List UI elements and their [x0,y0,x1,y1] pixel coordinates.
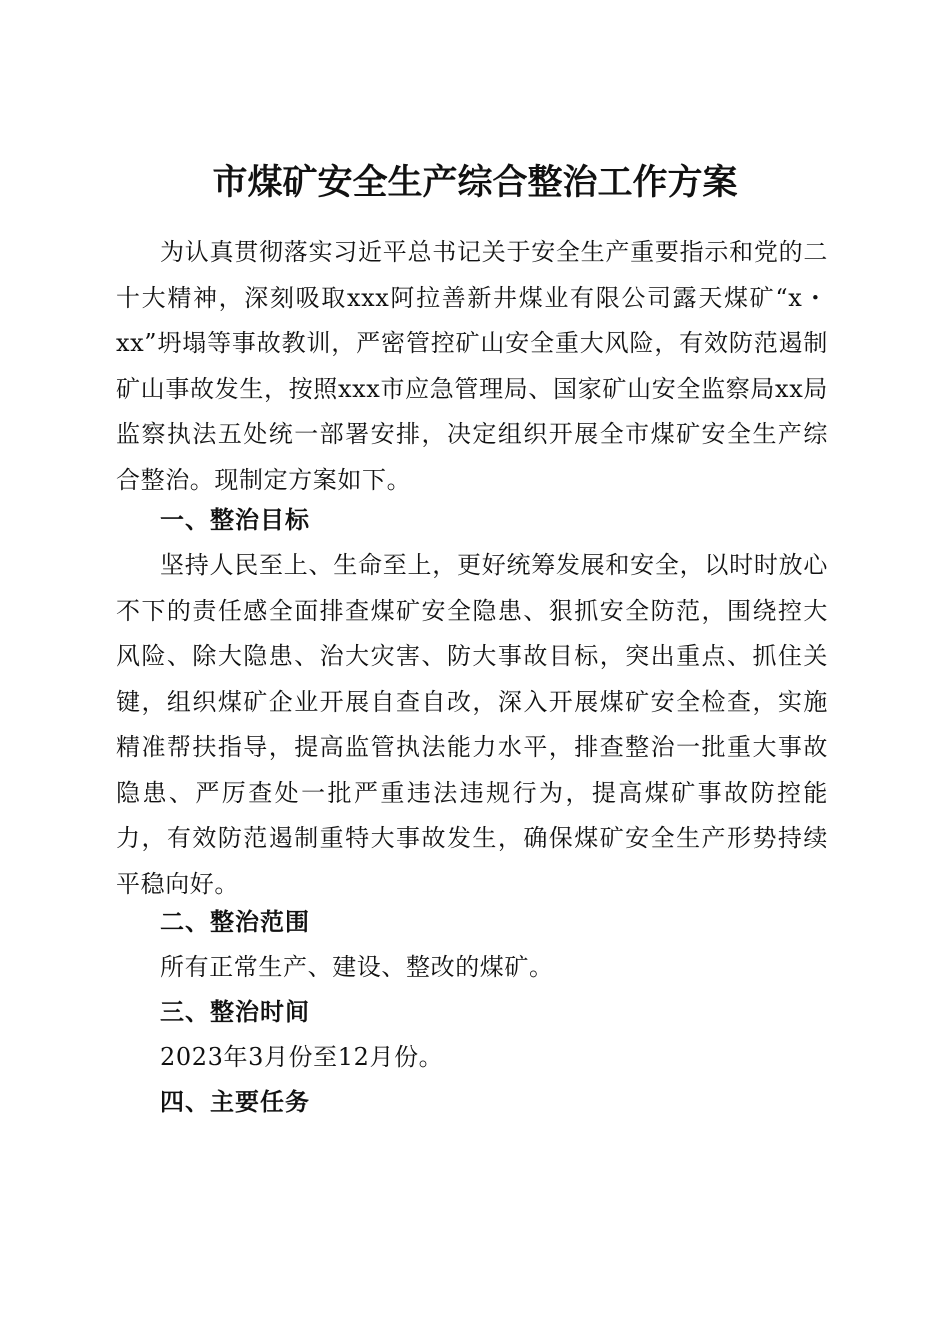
section-content-time: 2023年3月份至12月份。 [160,1043,444,1071]
section-content-goals: 坚持人民至上、生命至上，更好统筹发展和安全，以时时放心不下的责任感全面排查煤矿安全隐患、狠抓安全防范，围绕控大风险、除大隐患、治大灾害、防大事故目标，突出重点、抓住关键，组织煤矿企业开展自查自改，深入开展煤矿安全检查，实施精准帮扶指导，提高监管执法能力水平，排查整治一批重大事故隐患、严厉查处一批严重违法违规行为，提高煤矿事故防控能力，有效防范遏制重特大事故发生，确保煤矿安全生产形势持续平稳向好。 [116,551,828,898]
section-heading-tasks: 四、主要任务 [160,1088,310,1116]
section-heading-time: 三、整治时间 [160,998,310,1026]
document-title: 市煤矿安全生产综合整治工作方案 [212,162,738,204]
intro-paragraph: 为认真贯彻落实习近平总书记关于安全生产重要指示和党的二十大精神，深刻吸取xxx阿拉善新井煤业有限公司露天煤矿“x・xx”坍塌等事故教训，严密管控矿山安全重大风险，有效防范遏制矿山事故发生，按照xxx市应急管理局、国家矿山安全监察局xx局监察执法五处统一部署安排，决定组织开展全市煤矿安全生产综合整治。现制定方案如下。 [116,238,828,494]
section-heading-scope: 二、整治范围 [160,908,310,936]
section-heading-goals: 一、整治目标 [160,506,310,534]
section-content-scope: 所有正常生产、建设、整改的煤矿。 [160,953,554,981]
